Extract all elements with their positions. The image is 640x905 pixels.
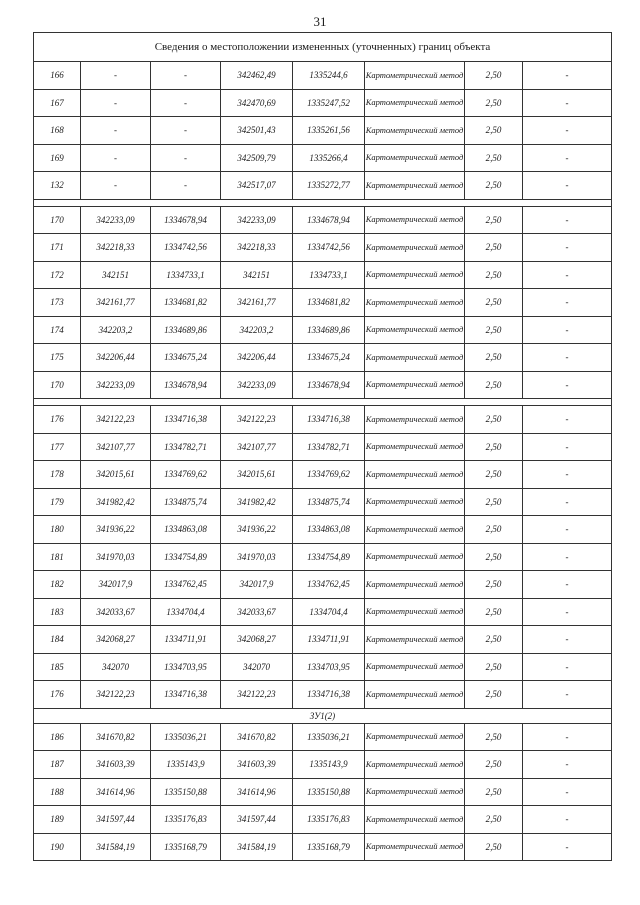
- old-y-cell: 1335143,9: [151, 751, 221, 779]
- point-number-cell: 174: [34, 316, 81, 344]
- accuracy-cell: 2,50: [465, 488, 523, 516]
- old-y-cell: 1334678,94: [151, 206, 221, 234]
- table-row: [34, 571, 612, 599]
- old-y-cell: -: [151, 89, 221, 117]
- point-number-cell: 182: [34, 571, 81, 599]
- old-y-cell: 1335168,79: [151, 833, 221, 861]
- accuracy-cell: 2,50: [465, 144, 523, 172]
- new-y-cell: 1334678,94: [293, 206, 365, 234]
- new-x-cell: 341597,44: [221, 806, 293, 834]
- old-x-cell: 342122,23: [81, 406, 151, 434]
- description-cell: -: [523, 406, 612, 434]
- table-row: [34, 598, 612, 626]
- new-y-cell: 1334703,95: [293, 653, 365, 681]
- point-number-cell: 173: [34, 289, 81, 317]
- old-y-cell: 1334782,71: [151, 433, 221, 461]
- old-y-cell: 1334762,45: [151, 571, 221, 599]
- accuracy-cell: 2,50: [465, 433, 523, 461]
- method-cell: Картометрический метод: [365, 89, 465, 117]
- method-cell: Картометрический метод: [365, 723, 465, 751]
- method-cell: Картометрический метод: [365, 488, 465, 516]
- group-separator-row: [34, 199, 612, 206]
- description-cell: -: [523, 316, 612, 344]
- description-cell: -: [523, 461, 612, 489]
- table-title-row: [34, 33, 612, 62]
- description-cell: -: [523, 206, 612, 234]
- description-cell: -: [523, 289, 612, 317]
- new-y-cell: 1335247,52: [293, 89, 365, 117]
- new-x-cell: 341603,39: [221, 751, 293, 779]
- table-row: [34, 833, 612, 861]
- old-y-cell: 1334733,1: [151, 261, 221, 289]
- table-row: [34, 172, 612, 200]
- method-cell: Картометрический метод: [365, 571, 465, 599]
- table-row: [34, 806, 612, 834]
- method-cell: Картометрический метод: [365, 778, 465, 806]
- old-y-cell: 1334769,62: [151, 461, 221, 489]
- group-label: ЗУ1(2): [34, 708, 612, 723]
- table-row: [34, 289, 612, 317]
- new-x-cell: 342233,09: [221, 371, 293, 399]
- page-number: 31: [313, 14, 327, 29]
- old-x-cell: 342033,67: [81, 598, 151, 626]
- method-cell: Картометрический метод: [365, 261, 465, 289]
- old-x-cell: -: [81, 62, 151, 90]
- point-number-cell: 169: [34, 144, 81, 172]
- description-cell: -: [523, 433, 612, 461]
- old-y-cell: 1334711,91: [151, 626, 221, 654]
- description-cell: -: [523, 751, 612, 779]
- new-x-cell: 342218,33: [221, 234, 293, 262]
- old-x-cell: 342070: [81, 653, 151, 681]
- new-y-cell: 1334678,94: [293, 371, 365, 399]
- old-y-cell: 1334742,56: [151, 234, 221, 262]
- method-cell: Картометрический метод: [365, 371, 465, 399]
- method-cell: Картометрический метод: [365, 433, 465, 461]
- accuracy-cell: 2,50: [465, 751, 523, 779]
- old-x-cell: 342015,61: [81, 461, 151, 489]
- method-cell: Картометрический метод: [365, 234, 465, 262]
- new-y-cell: 1334875,74: [293, 488, 365, 516]
- new-y-cell: 1334704,4: [293, 598, 365, 626]
- table-row: [34, 751, 612, 779]
- point-number-cell: 175: [34, 344, 81, 372]
- description-cell: -: [523, 653, 612, 681]
- description-cell: -: [523, 62, 612, 90]
- old-x-cell: 341597,44: [81, 806, 151, 834]
- accuracy-cell: 2,50: [465, 598, 523, 626]
- description-cell: -: [523, 806, 612, 834]
- new-x-cell: 342122,23: [221, 681, 293, 709]
- old-y-cell: 1334704,4: [151, 598, 221, 626]
- description-cell: -: [523, 488, 612, 516]
- table-row: [34, 406, 612, 434]
- description-cell: -: [523, 833, 612, 861]
- accuracy-cell: 2,50: [465, 833, 523, 861]
- group-separator: [34, 199, 612, 206]
- old-y-cell: 1334863,08: [151, 516, 221, 544]
- new-y-cell: 1334733,1: [293, 261, 365, 289]
- method-cell: Картометрический метод: [365, 172, 465, 200]
- point-number-cell: 183: [34, 598, 81, 626]
- point-number-cell: 186: [34, 723, 81, 751]
- old-x-cell: 341670,82: [81, 723, 151, 751]
- new-x-cell: 341614,96: [221, 778, 293, 806]
- old-y-cell: -: [151, 117, 221, 145]
- table-row: [34, 316, 612, 344]
- accuracy-cell: 2,50: [465, 806, 523, 834]
- method-cell: Картометрический метод: [365, 751, 465, 779]
- method-cell: Картометрический метод: [365, 316, 465, 344]
- method-cell: Картометрический метод: [365, 598, 465, 626]
- old-y-cell: 1334689,86: [151, 316, 221, 344]
- new-x-cell: 342033,67: [221, 598, 293, 626]
- point-number-cell: 179: [34, 488, 81, 516]
- point-number-cell: 184: [34, 626, 81, 654]
- old-x-cell: 342107,77: [81, 433, 151, 461]
- table-title: Сведения о местоположении измененных (уточненных) границ объекта: [34, 33, 612, 62]
- new-x-cell: 342470,69: [221, 89, 293, 117]
- new-y-cell: 1335272,77: [293, 172, 365, 200]
- table-row: [34, 62, 612, 90]
- accuracy-cell: 2,50: [465, 543, 523, 571]
- point-number-cell: 177: [34, 433, 81, 461]
- new-x-cell: 342206,44: [221, 344, 293, 372]
- table-row: [34, 344, 612, 372]
- point-number-cell: 132: [34, 172, 81, 200]
- old-x-cell: 342161,77: [81, 289, 151, 317]
- group-label-row: [34, 708, 612, 723]
- new-y-cell: 1335168,79: [293, 833, 365, 861]
- point-number-cell: 188: [34, 778, 81, 806]
- new-y-cell: 1335266,4: [293, 144, 365, 172]
- old-y-cell: 1334716,38: [151, 406, 221, 434]
- new-x-cell: 342501,43: [221, 117, 293, 145]
- method-cell: Картометрический метод: [365, 543, 465, 571]
- description-cell: -: [523, 543, 612, 571]
- old-x-cell: 341614,96: [81, 778, 151, 806]
- table-row: [34, 653, 612, 681]
- point-number-cell: 170: [34, 206, 81, 234]
- method-cell: Картометрический метод: [365, 206, 465, 234]
- point-number-cell: 171: [34, 234, 81, 262]
- method-cell: Картометрический метод: [365, 681, 465, 709]
- method-cell: Картометрический метод: [365, 833, 465, 861]
- new-y-cell: 1334689,86: [293, 316, 365, 344]
- old-x-cell: 342122,23: [81, 681, 151, 709]
- point-number-cell: 180: [34, 516, 81, 544]
- table-row: [34, 371, 612, 399]
- new-y-cell: 1335143,9: [293, 751, 365, 779]
- method-cell: Картометрический метод: [365, 144, 465, 172]
- old-y-cell: -: [151, 62, 221, 90]
- old-y-cell: 1334716,38: [151, 681, 221, 709]
- accuracy-cell: 2,50: [465, 289, 523, 317]
- description-cell: -: [523, 778, 612, 806]
- method-cell: Картометрический метод: [365, 626, 465, 654]
- accuracy-cell: 2,50: [465, 461, 523, 489]
- table-row: [34, 206, 612, 234]
- new-y-cell: 1334754,89: [293, 543, 365, 571]
- new-y-cell: 1334716,38: [293, 406, 365, 434]
- accuracy-cell: 2,50: [465, 172, 523, 200]
- point-number-cell: 189: [34, 806, 81, 834]
- point-number-cell: 190: [34, 833, 81, 861]
- old-y-cell: 1334678,94: [151, 371, 221, 399]
- description-cell: -: [523, 261, 612, 289]
- accuracy-cell: 2,50: [465, 316, 523, 344]
- new-x-cell: 342203,2: [221, 316, 293, 344]
- old-x-cell: -: [81, 172, 151, 200]
- old-y-cell: 1334681,82: [151, 289, 221, 317]
- method-cell: Картометрический метод: [365, 461, 465, 489]
- table-row: [34, 461, 612, 489]
- new-y-cell: 1335176,83: [293, 806, 365, 834]
- new-x-cell: 342509,79: [221, 144, 293, 172]
- old-x-cell: 342233,09: [81, 371, 151, 399]
- description-cell: -: [523, 598, 612, 626]
- old-y-cell: 1335150,88: [151, 778, 221, 806]
- group-separator: [34, 399, 612, 406]
- group-separator-row: [34, 399, 612, 406]
- new-y-cell: 1334782,71: [293, 433, 365, 461]
- table-row: [34, 681, 612, 709]
- point-number-cell: 168: [34, 117, 81, 145]
- old-x-cell: -: [81, 117, 151, 145]
- boundary-coordinates-table: [33, 32, 612, 861]
- table-row: [34, 543, 612, 571]
- new-y-cell: 1334863,08: [293, 516, 365, 544]
- old-x-cell: 341970,03: [81, 543, 151, 571]
- point-number-cell: 172: [34, 261, 81, 289]
- old-y-cell: 1335036,21: [151, 723, 221, 751]
- description-cell: -: [523, 117, 612, 145]
- accuracy-cell: 2,50: [465, 723, 523, 751]
- old-y-cell: -: [151, 144, 221, 172]
- description-cell: -: [523, 371, 612, 399]
- old-y-cell: 1334875,74: [151, 488, 221, 516]
- point-number-cell: 181: [34, 543, 81, 571]
- table-row: [34, 89, 612, 117]
- method-cell: Картометрический метод: [365, 806, 465, 834]
- new-x-cell: 342151: [221, 261, 293, 289]
- new-y-cell: 1334762,45: [293, 571, 365, 599]
- method-cell: Картометрический метод: [365, 117, 465, 145]
- new-y-cell: 1334711,91: [293, 626, 365, 654]
- method-cell: Картометрический метод: [365, 406, 465, 434]
- table-row: [34, 117, 612, 145]
- old-x-cell: -: [81, 144, 151, 172]
- old-x-cell: 342068,27: [81, 626, 151, 654]
- description-cell: -: [523, 234, 612, 262]
- accuracy-cell: 2,50: [465, 234, 523, 262]
- new-x-cell: 342161,77: [221, 289, 293, 317]
- description-cell: -: [523, 144, 612, 172]
- point-number-cell: 185: [34, 653, 81, 681]
- description-cell: -: [523, 89, 612, 117]
- method-cell: Картометрический метод: [365, 289, 465, 317]
- old-x-cell: 341603,39: [81, 751, 151, 779]
- new-x-cell: 341670,82: [221, 723, 293, 751]
- point-number-cell: 178: [34, 461, 81, 489]
- old-x-cell: 342206,44: [81, 344, 151, 372]
- method-cell: Картометрический метод: [365, 344, 465, 372]
- accuracy-cell: 2,50: [465, 778, 523, 806]
- new-x-cell: 341982,42: [221, 488, 293, 516]
- description-cell: -: [523, 172, 612, 200]
- new-x-cell: 342233,09: [221, 206, 293, 234]
- table-row: [34, 778, 612, 806]
- accuracy-cell: 2,50: [465, 516, 523, 544]
- new-y-cell: 1335244,6: [293, 62, 365, 90]
- old-y-cell: 1334675,24: [151, 344, 221, 372]
- description-cell: -: [523, 571, 612, 599]
- new-x-cell: 341970,03: [221, 543, 293, 571]
- new-x-cell: 342015,61: [221, 461, 293, 489]
- old-y-cell: 1334754,89: [151, 543, 221, 571]
- point-number-cell: 187: [34, 751, 81, 779]
- point-number-cell: 176: [34, 681, 81, 709]
- old-x-cell: 342203,2: [81, 316, 151, 344]
- description-cell: -: [523, 626, 612, 654]
- new-x-cell: 342122,23: [221, 406, 293, 434]
- table-row: [34, 433, 612, 461]
- old-y-cell: 1334703,95: [151, 653, 221, 681]
- old-x-cell: -: [81, 89, 151, 117]
- new-x-cell: 342070: [221, 653, 293, 681]
- table-row: [34, 488, 612, 516]
- old-x-cell: 342218,33: [81, 234, 151, 262]
- accuracy-cell: 2,50: [465, 371, 523, 399]
- point-number-cell: 167: [34, 89, 81, 117]
- accuracy-cell: 2,50: [465, 681, 523, 709]
- new-x-cell: 342068,27: [221, 626, 293, 654]
- accuracy-cell: 2,50: [465, 261, 523, 289]
- old-x-cell: 342151: [81, 261, 151, 289]
- new-y-cell: 1334742,56: [293, 234, 365, 262]
- new-x-cell: 342462,49: [221, 62, 293, 90]
- table-row: [34, 516, 612, 544]
- table-row: [34, 234, 612, 262]
- accuracy-cell: 2,50: [465, 626, 523, 654]
- new-x-cell: 341936,22: [221, 516, 293, 544]
- old-x-cell: 341584,19: [81, 833, 151, 861]
- table-row: [34, 723, 612, 751]
- accuracy-cell: 2,50: [465, 62, 523, 90]
- table-row: [34, 144, 612, 172]
- old-y-cell: 1335176,83: [151, 806, 221, 834]
- new-y-cell: 1335261,56: [293, 117, 365, 145]
- new-y-cell: 1334769,62: [293, 461, 365, 489]
- new-y-cell: 1334716,38: [293, 681, 365, 709]
- accuracy-cell: 2,50: [465, 571, 523, 599]
- new-y-cell: 1334675,24: [293, 344, 365, 372]
- old-x-cell: 342017,9: [81, 571, 151, 599]
- accuracy-cell: 2,50: [465, 117, 523, 145]
- point-number-cell: 176: [34, 406, 81, 434]
- description-cell: -: [523, 344, 612, 372]
- point-number-cell: 166: [34, 62, 81, 90]
- accuracy-cell: 2,50: [465, 406, 523, 434]
- old-y-cell: -: [151, 172, 221, 200]
- description-cell: -: [523, 516, 612, 544]
- description-cell: -: [523, 723, 612, 751]
- new-y-cell: 1335036,21: [293, 723, 365, 751]
- table-row: [34, 626, 612, 654]
- new-x-cell: 342517,07: [221, 172, 293, 200]
- accuracy-cell: 2,50: [465, 653, 523, 681]
- method-cell: Картометрический метод: [365, 653, 465, 681]
- description-cell: -: [523, 681, 612, 709]
- old-x-cell: 342233,09: [81, 206, 151, 234]
- method-cell: Картометрический метод: [365, 62, 465, 90]
- new-x-cell: 342107,77: [221, 433, 293, 461]
- point-number-cell: 170: [34, 371, 81, 399]
- new-x-cell: 341584,19: [221, 833, 293, 861]
- old-x-cell: 341936,22: [81, 516, 151, 544]
- accuracy-cell: 2,50: [465, 344, 523, 372]
- new-x-cell: 342017,9: [221, 571, 293, 599]
- accuracy-cell: 2,50: [465, 206, 523, 234]
- table-row: [34, 261, 612, 289]
- method-cell: Картометрический метод: [365, 516, 465, 544]
- old-x-cell: 341982,42: [81, 488, 151, 516]
- new-y-cell: 1335150,88: [293, 778, 365, 806]
- new-y-cell: 1334681,82: [293, 289, 365, 317]
- accuracy-cell: 2,50: [465, 89, 523, 117]
